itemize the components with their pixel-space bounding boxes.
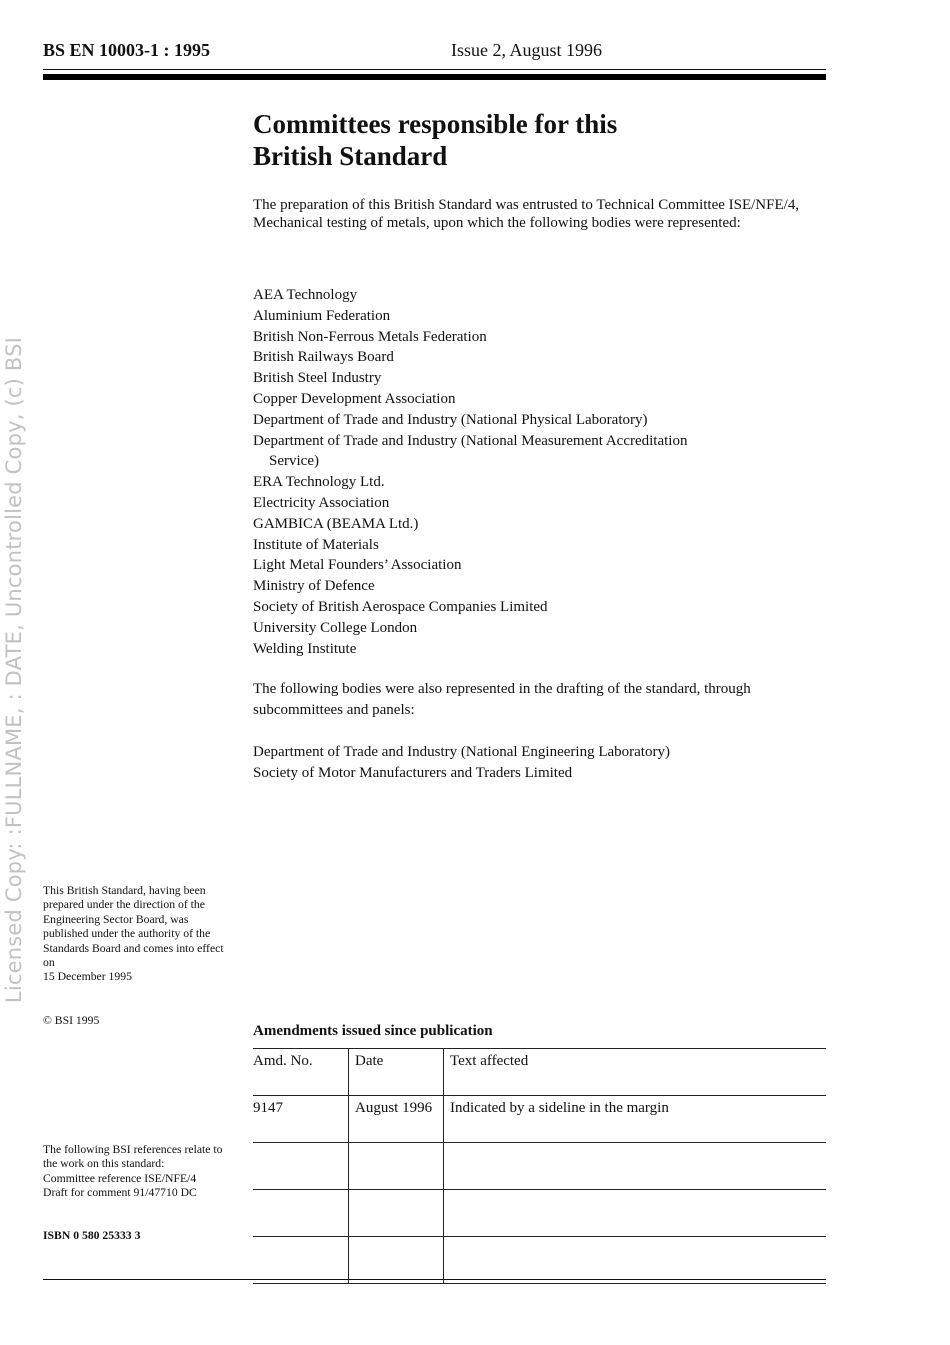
table-cell: [444, 1190, 827, 1237]
column-header: Amd. No.: [253, 1049, 349, 1096]
table-cell: [349, 1190, 444, 1237]
list-item: Aluminium Federation: [253, 307, 391, 324]
table-cell: August 1996: [349, 1096, 444, 1143]
table-cell: [253, 1143, 349, 1190]
list-item: Welding Institute: [253, 640, 357, 657]
table-cell: [253, 1237, 349, 1284]
standard-number: BS EN 10003-1 : 1995: [43, 40, 211, 60]
table-header-row: [253, 1049, 826, 1096]
list-item: Light Metal Founders’ Association: [253, 557, 462, 574]
table-row: [253, 1237, 826, 1284]
amendments-table: [253, 1048, 826, 1284]
list-item: Society of Motor Manufacturers and Traders Limited: [253, 764, 573, 781]
table-cell: [444, 1237, 827, 1284]
also-represented-paragraph: The following bodies were also represented in the drafting of the standard, through subcommittees and panels:: [253, 681, 751, 718]
list-item: [253, 431, 828, 473]
column-header: Date: [349, 1049, 444, 1096]
title-line-2: British Standard: [253, 141, 448, 171]
publication-note: [43, 884, 233, 985]
references-intro: The following BSI references relate to the work on this standard:: [43, 1143, 223, 1171]
list-item: University College London: [253, 619, 418, 636]
copyright: © BSI 1995: [43, 1014, 100, 1027]
table-cell: Indicated by a sideline in the margin: [444, 1096, 827, 1143]
committee-reference: Committee reference ISE/NFE/4: [43, 1171, 197, 1185]
list-item: Copper Development Association: [253, 390, 456, 407]
list-item: Society of British Aerospace Companies Limited: [253, 598, 548, 615]
list-item: Department of Trade and Industry (National Physical Laboratory): [253, 411, 648, 428]
list-item: British Steel Industry: [253, 370, 382, 387]
footer-rule: [43, 1279, 826, 1280]
amendments-title: Amendments issued since publication: [253, 1023, 493, 1039]
issue-label: Issue 2, August 1996: [451, 40, 603, 60]
table-cell: [444, 1143, 827, 1190]
also-bodies-list: [253, 742, 828, 783]
list-item: ERA Technology Ltd.: [253, 474, 385, 491]
committee-bodies-list: [253, 285, 828, 659]
effective-date: 15 December 1995: [43, 970, 132, 984]
draft-reference: Draft for comment 91/47710 DC: [43, 1186, 197, 1200]
list-item: Electricity Association: [253, 494, 390, 511]
page-title: [253, 108, 828, 172]
publication-note-text: This British Standard, having been prepared under the direction of the Engineering Sector Board, was published under the authority of the Standards Board and comes into effect on: [43, 884, 224, 970]
table-row: [253, 1096, 826, 1143]
list-item-continuation: Service): [269, 453, 319, 470]
intro-paragraph: The preparation of this British Standard was entrusted to Technical Committee ISE/NFE/4, Mechanical testing of metals, upon which the following bodies were represented:: [253, 197, 800, 231]
header-rule-thin: [43, 69, 826, 70]
list-item: Ministry of Defence: [253, 578, 375, 595]
list-item: British Non-Ferrous Metals Federation: [253, 328, 487, 345]
header-rule-thick: [43, 74, 826, 80]
table-cell: [253, 1190, 349, 1237]
watermark: Licensed Copy: :FULLNAME, : DATE, Uncontrolled Copy, (c) BSI: [2, 336, 26, 1004]
list-item-line: Department of Trade and Industry (National Measurement Accreditation: [253, 432, 688, 449]
list-item: GAMBICA (BEAMA Ltd.): [253, 515, 419, 532]
list-item: British Railways Board: [253, 349, 394, 366]
table-row: [253, 1190, 826, 1237]
bsi-references: [43, 1143, 233, 1201]
list-item: AEA Technology: [253, 287, 358, 303]
table-cell: [349, 1143, 444, 1190]
table-cell: [349, 1237, 444, 1284]
table-cell: 9147: [253, 1096, 349, 1143]
list-item: Department of Trade and Industry (National Engineering Laboratory): [253, 744, 670, 760]
isbn: ISBN 0 580 25333 3: [43, 1229, 141, 1242]
column-header: Text affected: [444, 1049, 827, 1096]
title-line-1: Committees responsible for this: [253, 109, 618, 139]
table-row: [253, 1143, 826, 1190]
list-item: Institute of Materials: [253, 536, 379, 553]
